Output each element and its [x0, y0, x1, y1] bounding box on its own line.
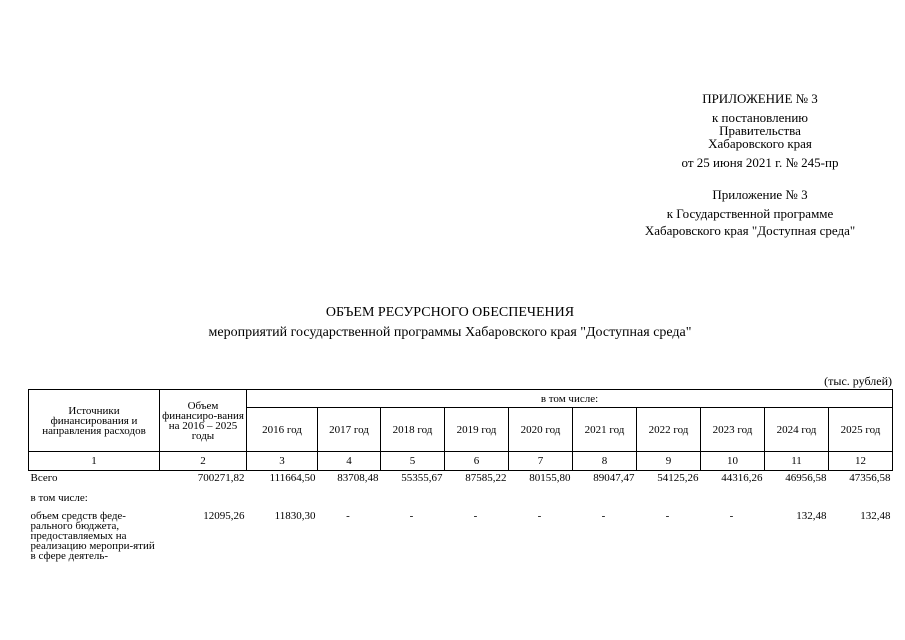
- header-year: 2024 год: [765, 408, 829, 452]
- cell-value: 47356,58: [849, 472, 891, 484]
- cell-value: 83708,48: [337, 472, 379, 484]
- cell-value: 44316,26: [721, 472, 763, 484]
- header-year: 2021 год: [573, 408, 637, 452]
- header-year: 2017 год: [318, 408, 381, 452]
- header-year: 2023 год: [701, 408, 765, 452]
- table-row-including: [29, 493, 893, 511]
- column-number: 5: [381, 452, 445, 471]
- header-line-program-name: Хабаровского края "Доступная среда": [644, 223, 856, 238]
- header-sources: Источники финансирования и направления расходов: [29, 390, 160, 452]
- header-year: 2016 год: [247, 408, 318, 452]
- cell-value: -: [409, 510, 414, 522]
- cell-value: -: [729, 510, 734, 522]
- cell-value: 46956,58: [785, 472, 827, 484]
- column-number: 7: [509, 452, 573, 471]
- page-subtitle: мероприятий государственной программы Хабаровского края "Доступная среда": [208, 325, 692, 340]
- row-label: объем средств феде-рального бюджета, предоставляемых на реализацию меропри-ятий в сфере деятель-: [30, 510, 155, 562]
- column-number: 6: [445, 452, 509, 471]
- column-number: 11: [765, 452, 829, 471]
- page-title: ОБЪЕМ РЕСУРСНОГО ОБЕСПЕЧЕНИЯ: [325, 305, 575, 320]
- cell-value: 132,48: [860, 510, 891, 522]
- cell-value: 132,48: [796, 510, 827, 522]
- cell-value: 55355,67: [401, 472, 443, 484]
- table-row-total: [29, 471, 893, 494]
- cell-value: 80155,80: [529, 472, 571, 484]
- cell-value: -: [601, 510, 606, 522]
- header-line-government: Правительства: [719, 123, 801, 138]
- header-line-to-resolution: к постановлению: [711, 110, 809, 125]
- column-number: 9: [637, 452, 701, 471]
- cell-value: 12095,26: [203, 510, 245, 522]
- cell-value: -: [473, 510, 478, 522]
- cell-value: 111664,50: [269, 472, 316, 484]
- cell-value: -: [537, 510, 542, 522]
- column-number: 1: [29, 452, 160, 471]
- header-line-appendix2: Приложение № 3: [712, 187, 808, 202]
- cell-value: 87585,22: [465, 472, 507, 484]
- column-number: 10: [701, 452, 765, 471]
- header-year: 2018 год: [381, 408, 445, 452]
- column-number: 4: [318, 452, 381, 471]
- cell-value: 11830,30: [274, 510, 316, 522]
- row-label: в том числе:: [30, 492, 88, 504]
- column-number: 2: [160, 452, 247, 471]
- column-numbers-row: [29, 452, 893, 471]
- unit-label: (тыс. рублей): [824, 374, 892, 388]
- table-row-federal-budget: [29, 511, 893, 571]
- header-line-date: от 25 июня 2021 г. № 245-пр: [681, 155, 839, 170]
- cell-value: 54125,26: [657, 472, 699, 484]
- header-year: 2025 год: [829, 408, 893, 452]
- column-number: 8: [573, 452, 637, 471]
- resource-table: [28, 389, 893, 571]
- cell-value: -: [346, 510, 350, 522]
- column-number: 12: [829, 452, 893, 471]
- header-year: 2022 год: [637, 408, 701, 452]
- header-year: 2020 год: [509, 408, 573, 452]
- header-line-appendix: ПРИЛОЖЕНИЕ № 3: [702, 91, 818, 106]
- cell-value: -: [665, 510, 670, 522]
- header-including: в том числе:: [247, 390, 893, 408]
- column-number: 3: [247, 452, 318, 471]
- row-label: Всего: [30, 472, 58, 484]
- header-line-region: Хабаровского края: [708, 136, 812, 151]
- header-total-volume: Объем финансиро-вания на 2016 – 2025 годы: [160, 390, 247, 452]
- cell-value: 89047,47: [593, 472, 635, 484]
- header-year: 2019 год: [445, 408, 509, 452]
- header-line-program: к Государственной программе: [666, 206, 834, 221]
- cell-value: 700271,82: [197, 472, 245, 484]
